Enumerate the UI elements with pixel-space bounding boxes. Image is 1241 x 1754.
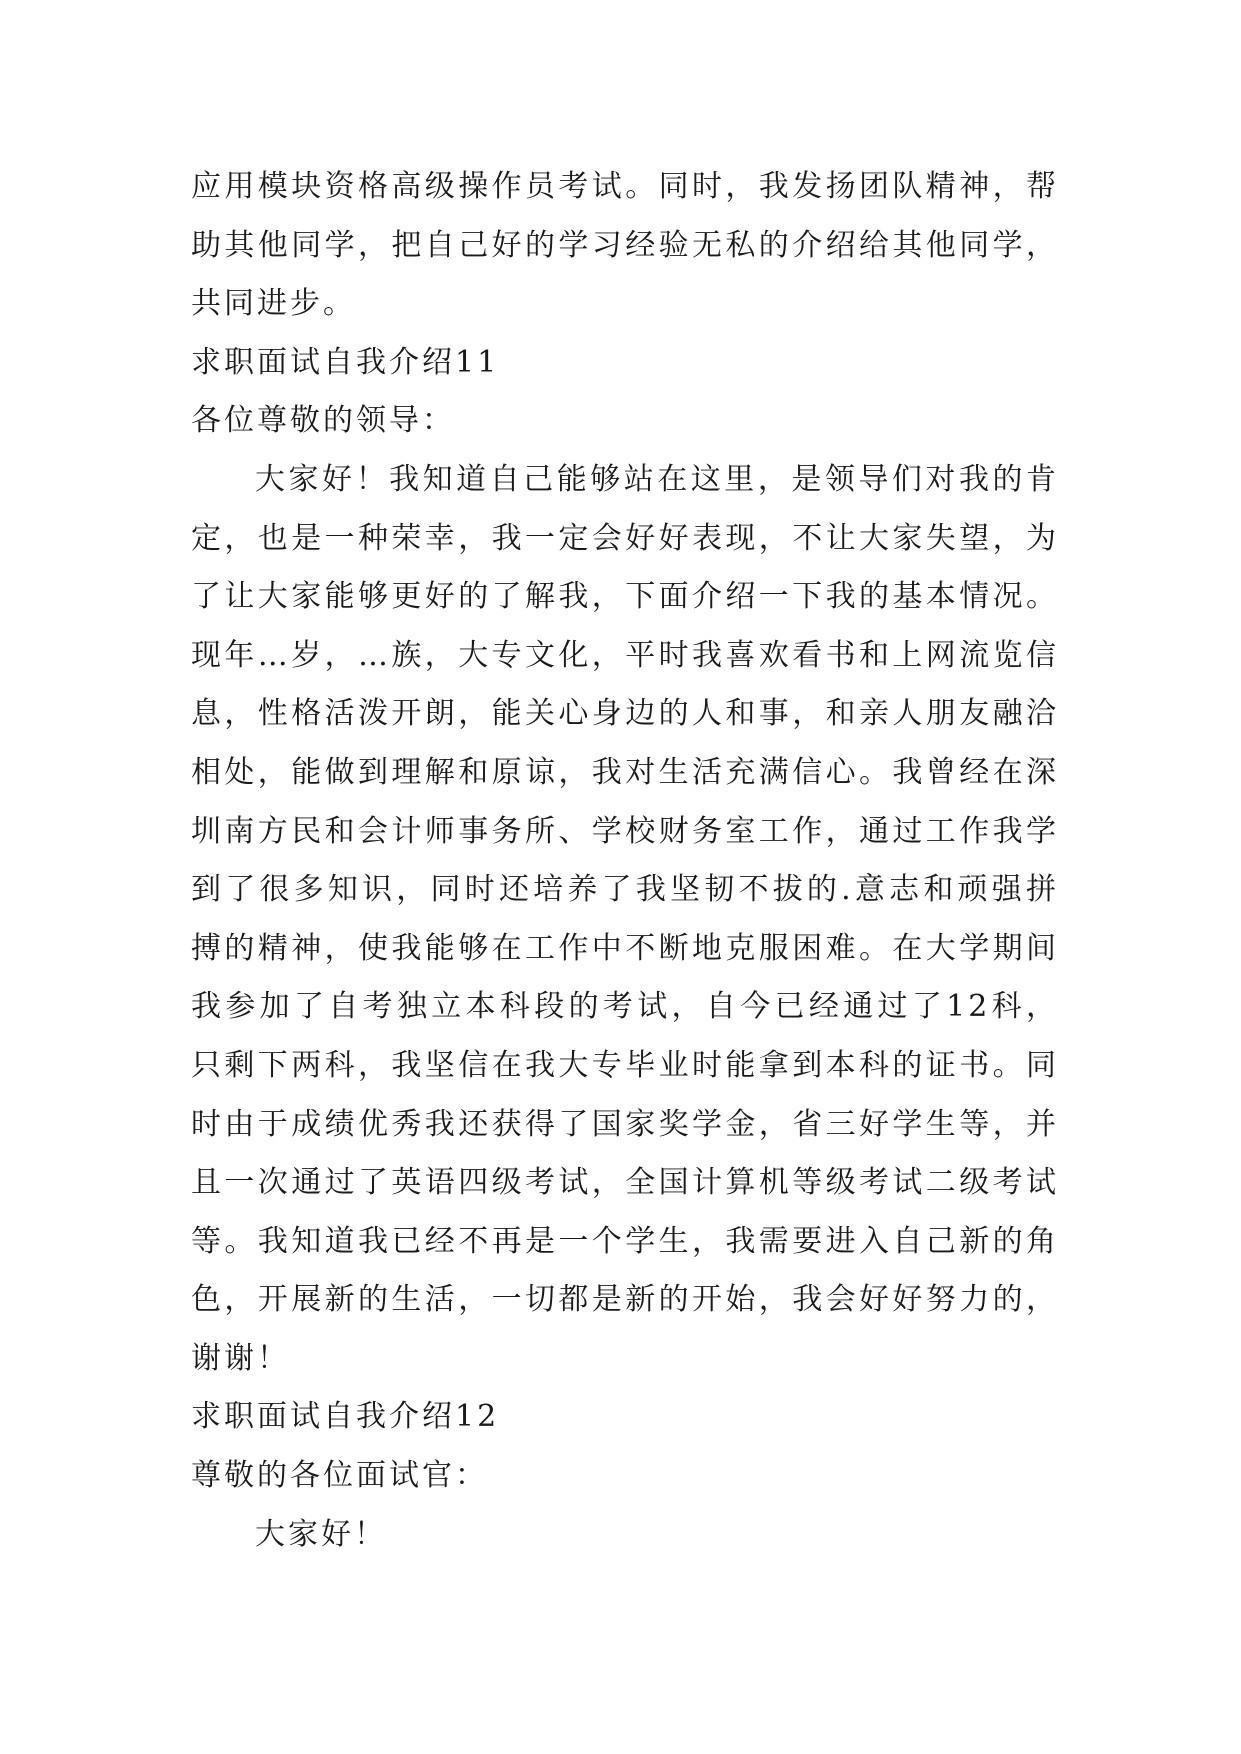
section-heading-12: 求职面试自我介绍12 xyxy=(191,1399,500,1435)
greeting-12: 大家好！ xyxy=(255,1516,387,1552)
salutation-11: 各位尊敬的领导： xyxy=(191,403,455,439)
body-paragraph-11: 大家好！我知道自己能够站在这里，是领导们对我的肯定，也是一种荣幸，我一定会好好表现，不让大家失望，为了让大家能够更好的了解我，下面介绍一下我的基本情况。现年…岁，…族，大专文化，平时我喜欢看书和上网流览信息，性格活泼开朗，能关心身边的人和事，和亲人朋友融洽相处，能做到理解和原谅，我对生活充满信心。我曾经在深圳南方民和会计师事务所、学校财务室工作，通过工作我学到了很多知识，同时还培养了我坚韧不拔的.意志和顽强拼搏的精神，使我能够在工作中不断地克服困难。在大学期间我参加了自考独立本科段的考试，自今已经通过了12科，只剩下两科，我坚信在我大专毕业时能拿到本科的证书。同时由于成绩优秀我还获得了国家奖学金，省三好学生等，并且一次通过了英语四级考试，全国计算机等级考试二级考试等。我知道我已经不再是一个学生，我需要进入自己新的角色，开展新的生活，一切都是新的开始，我会好好努力的，谢谢！ xyxy=(191,461,1059,1376)
continuation-paragraph: 应用模块资格高级操作员考试。同时，我发扬团队精神，帮助其他同学，把自己好的学习经验无私的介绍给其他同学，共同进步。 xyxy=(191,169,1059,322)
document-body xyxy=(191,158,1059,1564)
salutation-12: 尊敬的各位面试官： xyxy=(191,1458,488,1494)
section-heading-11: 求职面试自我介绍11 xyxy=(191,344,500,380)
